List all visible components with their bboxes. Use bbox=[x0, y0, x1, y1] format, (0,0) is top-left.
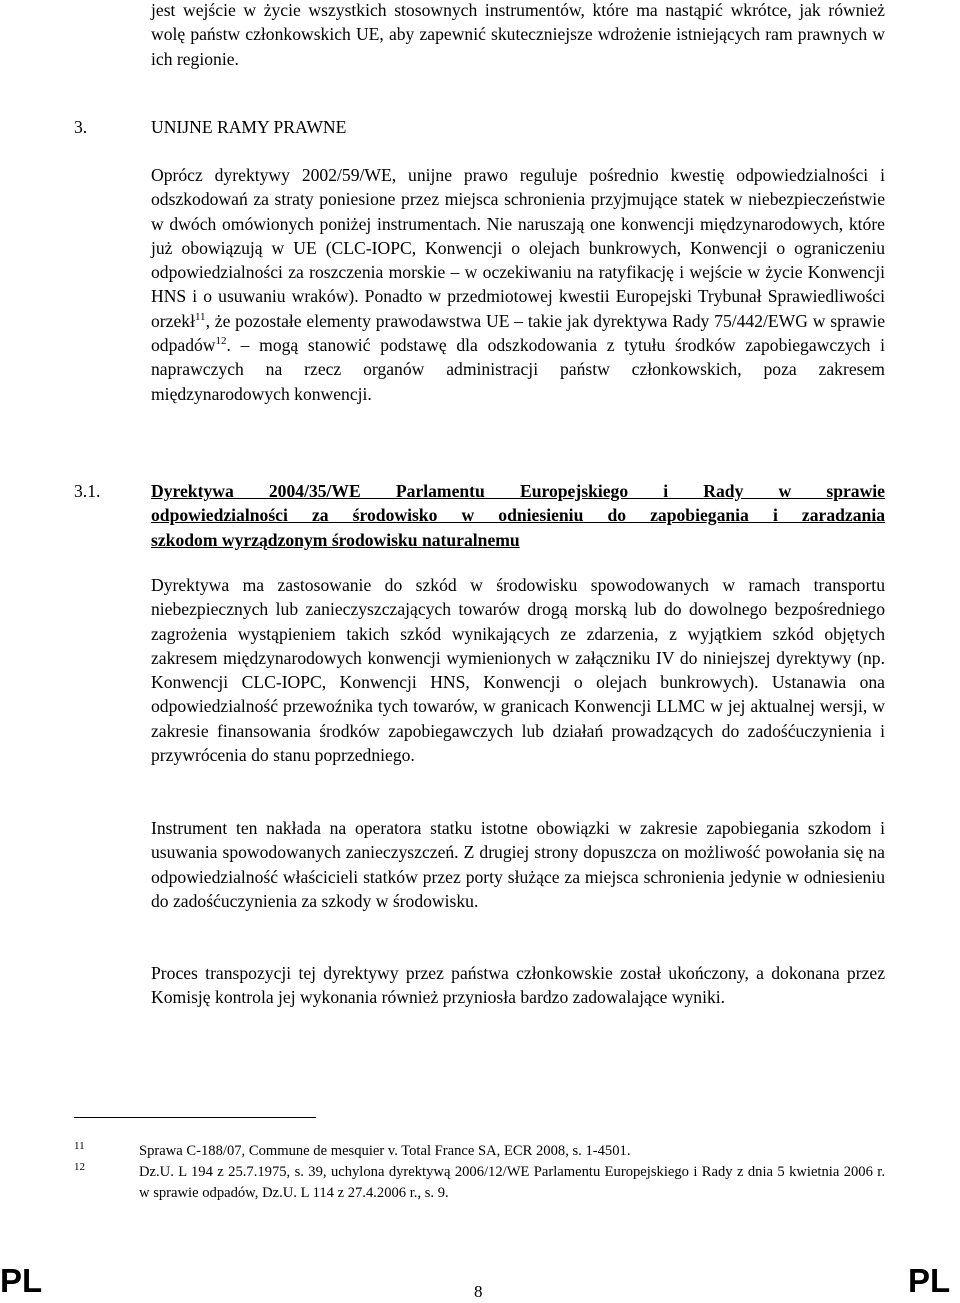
section-3-paragraph-part3: . – mogą stanowić podstawę dla odszkodowania z tytułu środków zapobiegawczych i naprawczych na rzecz organów administracji państw członkowskich, poza zakresem międzynarodowych konwencji. bbox=[151, 335, 885, 404]
section-3-paragraph-part1: Oprócz dyrektywy 2002/59/WE, unijne prawo reguluje pośrednio kwestię odpowiedzialności i odszkodowań za straty poniesione przez miejsca schronienia przyjmujące statek w niebezpieczeństwie w dwóch omówionych poniżej instrumentach. Nie naruszają one konwencji międzynarodowych, które już obowiązują w UE (CLC-IOPC, Konwencji o olejach bunkrowych, Konwencji o ograniczeniu odpowiedzialności za roszczenia morskie – w oczekiwaniu na ratyfikację i wejście w życie Konwencji HNS i o usuwaniu wraków). Ponadto w przedmiotowej kwestii Europejski Trybunał Sprawiedliwości orzekł bbox=[151, 165, 885, 331]
section-3-title: UNIJNE RAMY PRAWNE bbox=[151, 117, 347, 137]
footer-language-left: PL bbox=[0, 1262, 43, 1299]
footnote-12-number: 12 bbox=[74, 1161, 85, 1173]
section-3-paragraph bbox=[151, 163, 885, 406]
footnote-ref-11[interactable]: 11 bbox=[194, 310, 206, 323]
footnote-11-text: Sprawa C-188/07, Commune de mesquier v. Total France SA, ECR 2008, s. 1-4501. bbox=[139, 1143, 631, 1159]
footnote-ref-12[interactable]: 12 bbox=[215, 335, 227, 348]
section-3-1-title-line3: szkodom wyrządzonym środowisku naturalnemu bbox=[151, 529, 520, 550]
section-3-1-title-line2: odpowiedzialności za środowisko w odniesieniu do zapobiegania i zaradzania bbox=[151, 505, 885, 526]
section-3-1-title-line1: Dyrektywa 2004/35/WE Parlamentu Europejskiego i Rady w sprawie bbox=[151, 481, 885, 501]
section-3-1-number: 3.1. bbox=[74, 481, 101, 501]
page-number: 8 bbox=[474, 1282, 483, 1301]
intro-paragraph: jest wejście w życie wszystkich stosownych instrumentów, które ma nastąpić wkrótce, jak również wolę państw członkowskich UE, aby zapewnić skuteczniejsze wdrożenie istniejących ram prawnych w ich regionie. bbox=[151, 0, 885, 69]
footer-language-right: PL bbox=[908, 1262, 951, 1299]
section-3-1-paragraph-1: Dyrektywa ma zastosowanie do szkód w środowisku spowodowanych w ramach transportu niebezpiecznych lub zanieczyszczających towarów drogą morską lub do dowolnego bezpośredniego zagrożenia wystąpieniem takich szkód wynikających ze zdarzenia, z wyjątkiem szkód objętych zakresem międzynarodowych konwencji wymienionych w załączniku IV do niniejszej dyrektywy (np. Konwencji CLC-IOPC, Konwencji HNS, Konwencji o olejach bunkrowych). Ustanawia ona odpowiedzialność przewoźnika tych towarów, w granicach Konwencji LLMC w jej aktualnej wersji, w zakresie finansowania środków zapobiegawczych lub działań prowadzących do zadośćuczynienia i przywrócenia do stanu poprzedniego. bbox=[151, 575, 885, 766]
section-3-1-paragraph-2: Instrument ten nakłada na operatora statku istotne obowiązki w zakresie zapobiegania szkodom i usuwania spowodowanych zanieczyszczeń. Z drugiej strony dopuszcza on możliwość powołania się na odpowiedzialność właścicieli statków przez porty służące za miejsca schronienia jedynie w odniesieniu do zadośćuczynienia za szkody w środowisku. bbox=[151, 818, 885, 911]
footnote-separator bbox=[74, 1117, 316, 1118]
footnote-12-text: Dz.U. L 194 z 25.7.1975, s. 39, uchylona dyrektywą 2006/12/WE Parlamentu Europejskiego i Rady z dnia 5 kwietnia 2006 r. w sprawie odpadów, Dz.U. L 114 z 27.4.2006 r., s. 9. bbox=[139, 1164, 885, 1201]
section-3-paragraph-part2: , że pozostałe elementy prawodawstwa UE – takie jak dyrektywa Rady 75/442/EWG w sprawie odpadów bbox=[151, 310, 885, 356]
section-3-1-title bbox=[151, 479, 885, 552]
section-3-number: 3. bbox=[74, 117, 88, 137]
section-3-1-paragraph-3: Proces transpozycji tej dyrektywy przez państwa członkowskie został ukończony, a dokonana przez Komisję kontrola jej wykonania również przyniosła bardzo zadowalające wyniki. bbox=[151, 963, 885, 1008]
footnote-11-number: 11 bbox=[74, 1140, 85, 1152]
